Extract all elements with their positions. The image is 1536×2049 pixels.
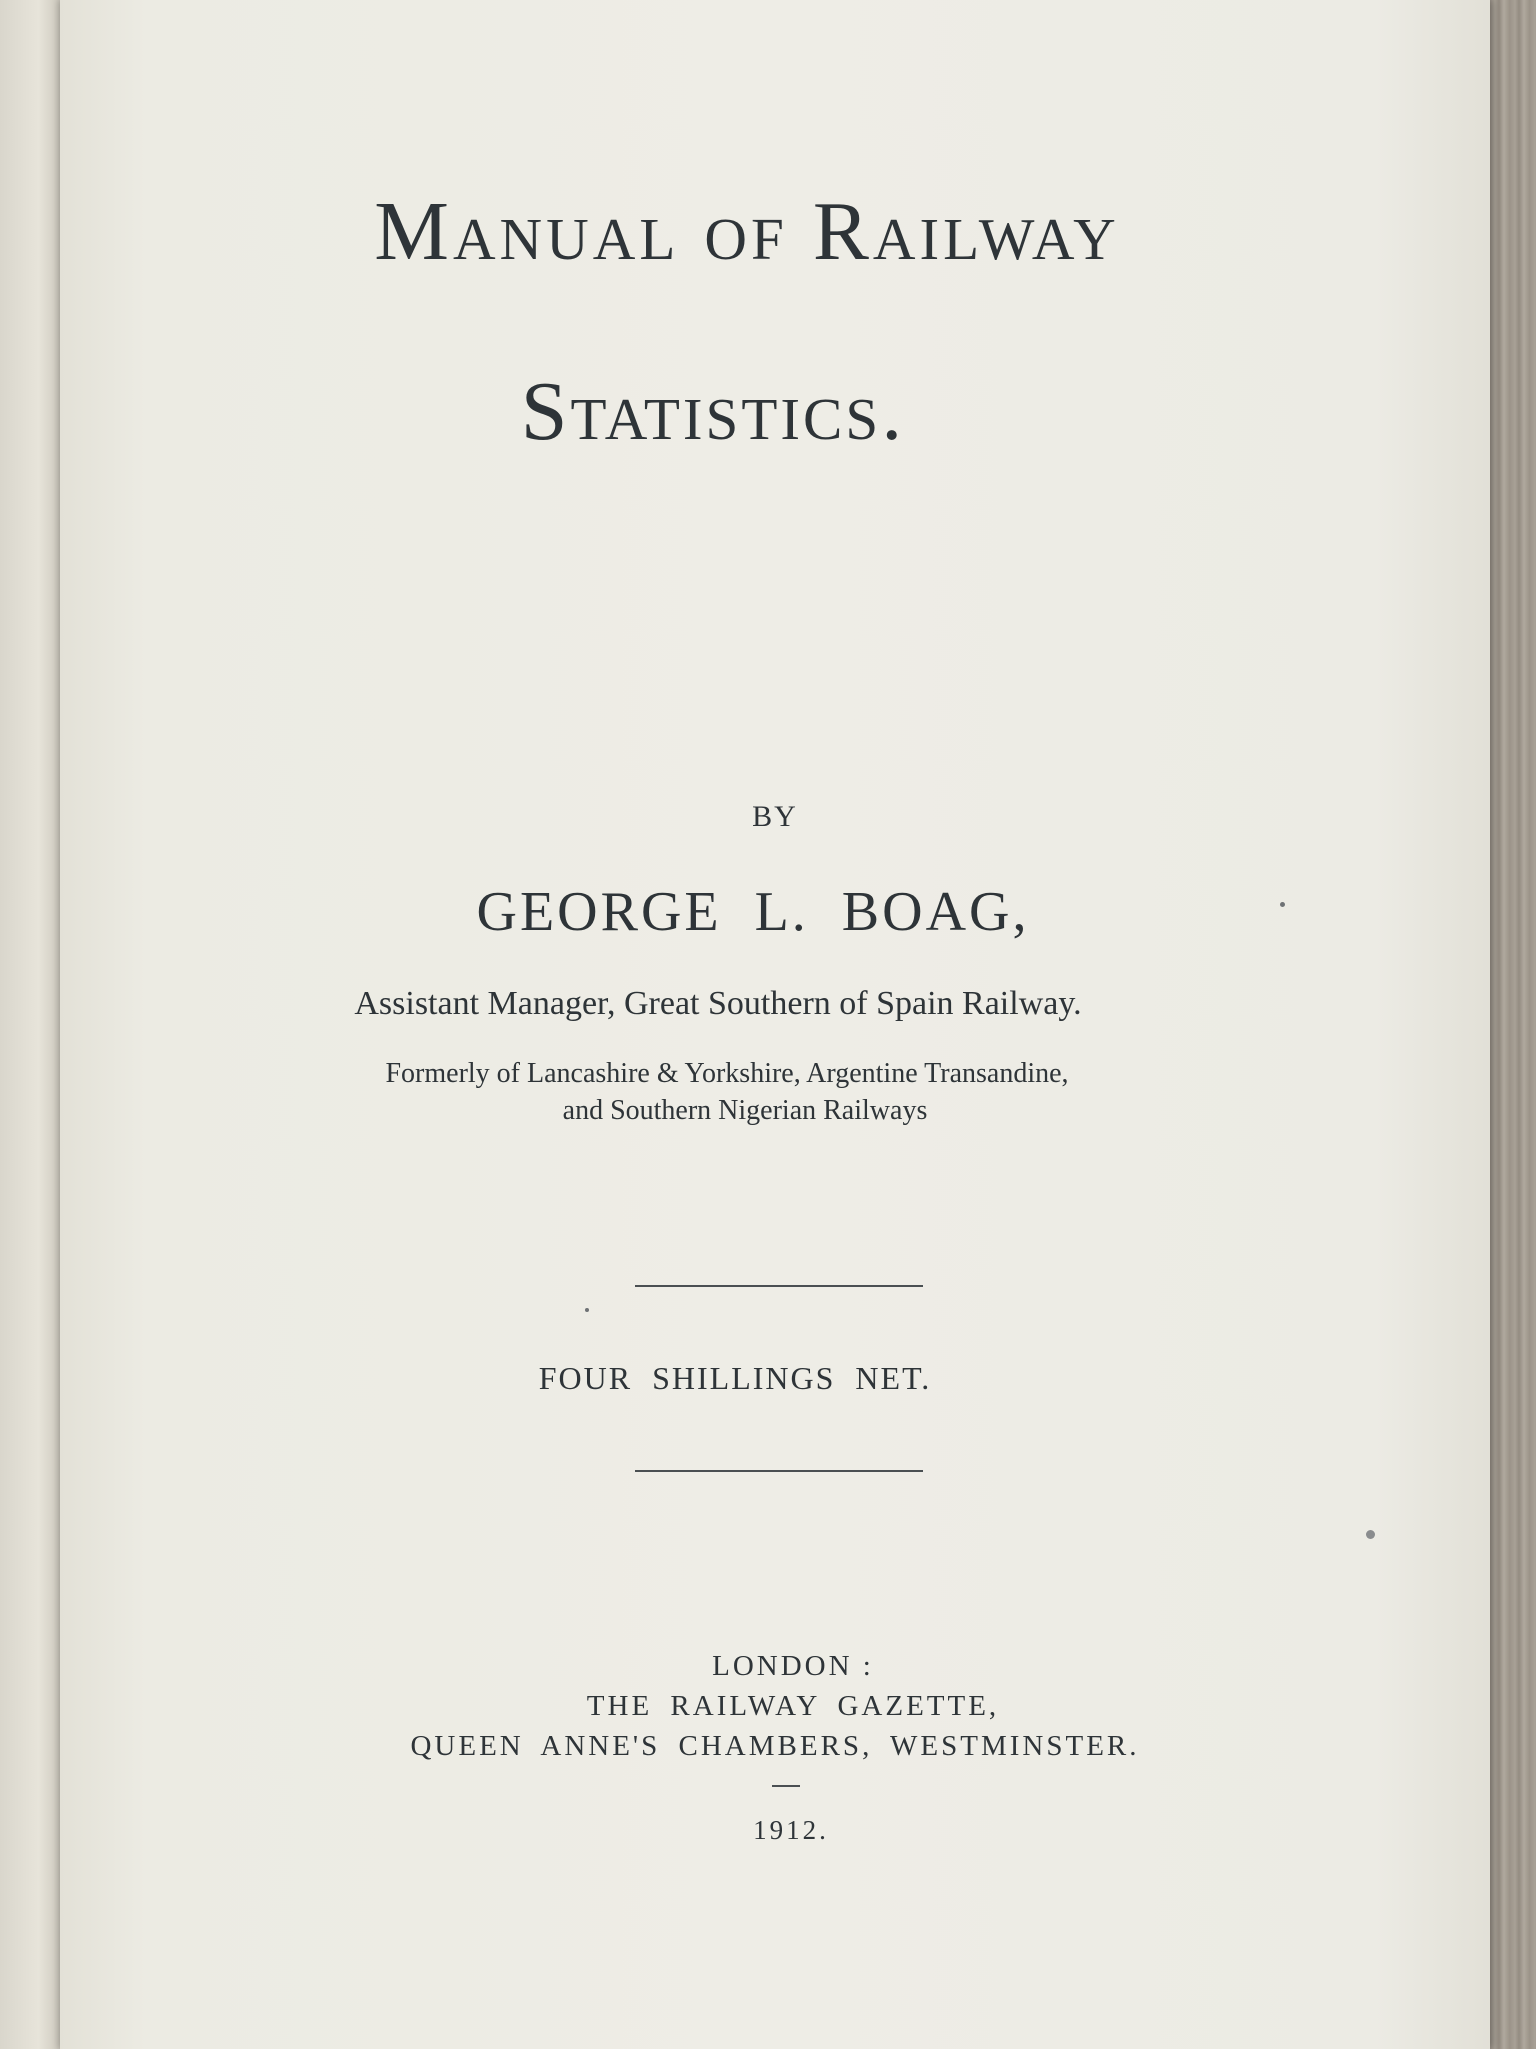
author-former-roles-line-2: and Southern Nigerian Railways <box>562 1095 928 1126</box>
imprint-year: 1912. <box>753 1815 829 1845</box>
price-line: FOUR SHILLINGS NET. <box>538 1360 932 1396</box>
divider-rule-bottom <box>635 1470 923 1472</box>
divider-rule-top <box>635 1285 923 1287</box>
imprint-publisher: THE RAILWAY GAZETTE, <box>586 1690 1000 1722</box>
author-former-roles-line-1: Formerly of Lancashire & Yorkshire, Argentine Transandine, <box>385 1058 1069 1089</box>
imprint-address: QUEEN ANNE'S CHAMBERS, WESTMINSTER. <box>410 1730 1140 1762</box>
paper-speck <box>585 1308 589 1312</box>
author-name: GEORGE L. BOAG, <box>476 881 1030 943</box>
paper-speck <box>1280 902 1285 907</box>
title-page <box>60 0 1490 2049</box>
imprint-city: LONDON : <box>712 1650 874 1682</box>
imprint-dash <box>772 1785 800 1787</box>
book-title-line-1: Manual of Railway <box>374 185 1120 278</box>
by-line: BY <box>752 800 798 833</box>
table-surface <box>1490 0 1536 2049</box>
paper-speck <box>1366 1530 1375 1539</box>
book-title-line-2: Statistics. <box>520 365 906 458</box>
author-position: Assistant Manager, Great Southern of Spain Railway. <box>354 985 1082 1022</box>
